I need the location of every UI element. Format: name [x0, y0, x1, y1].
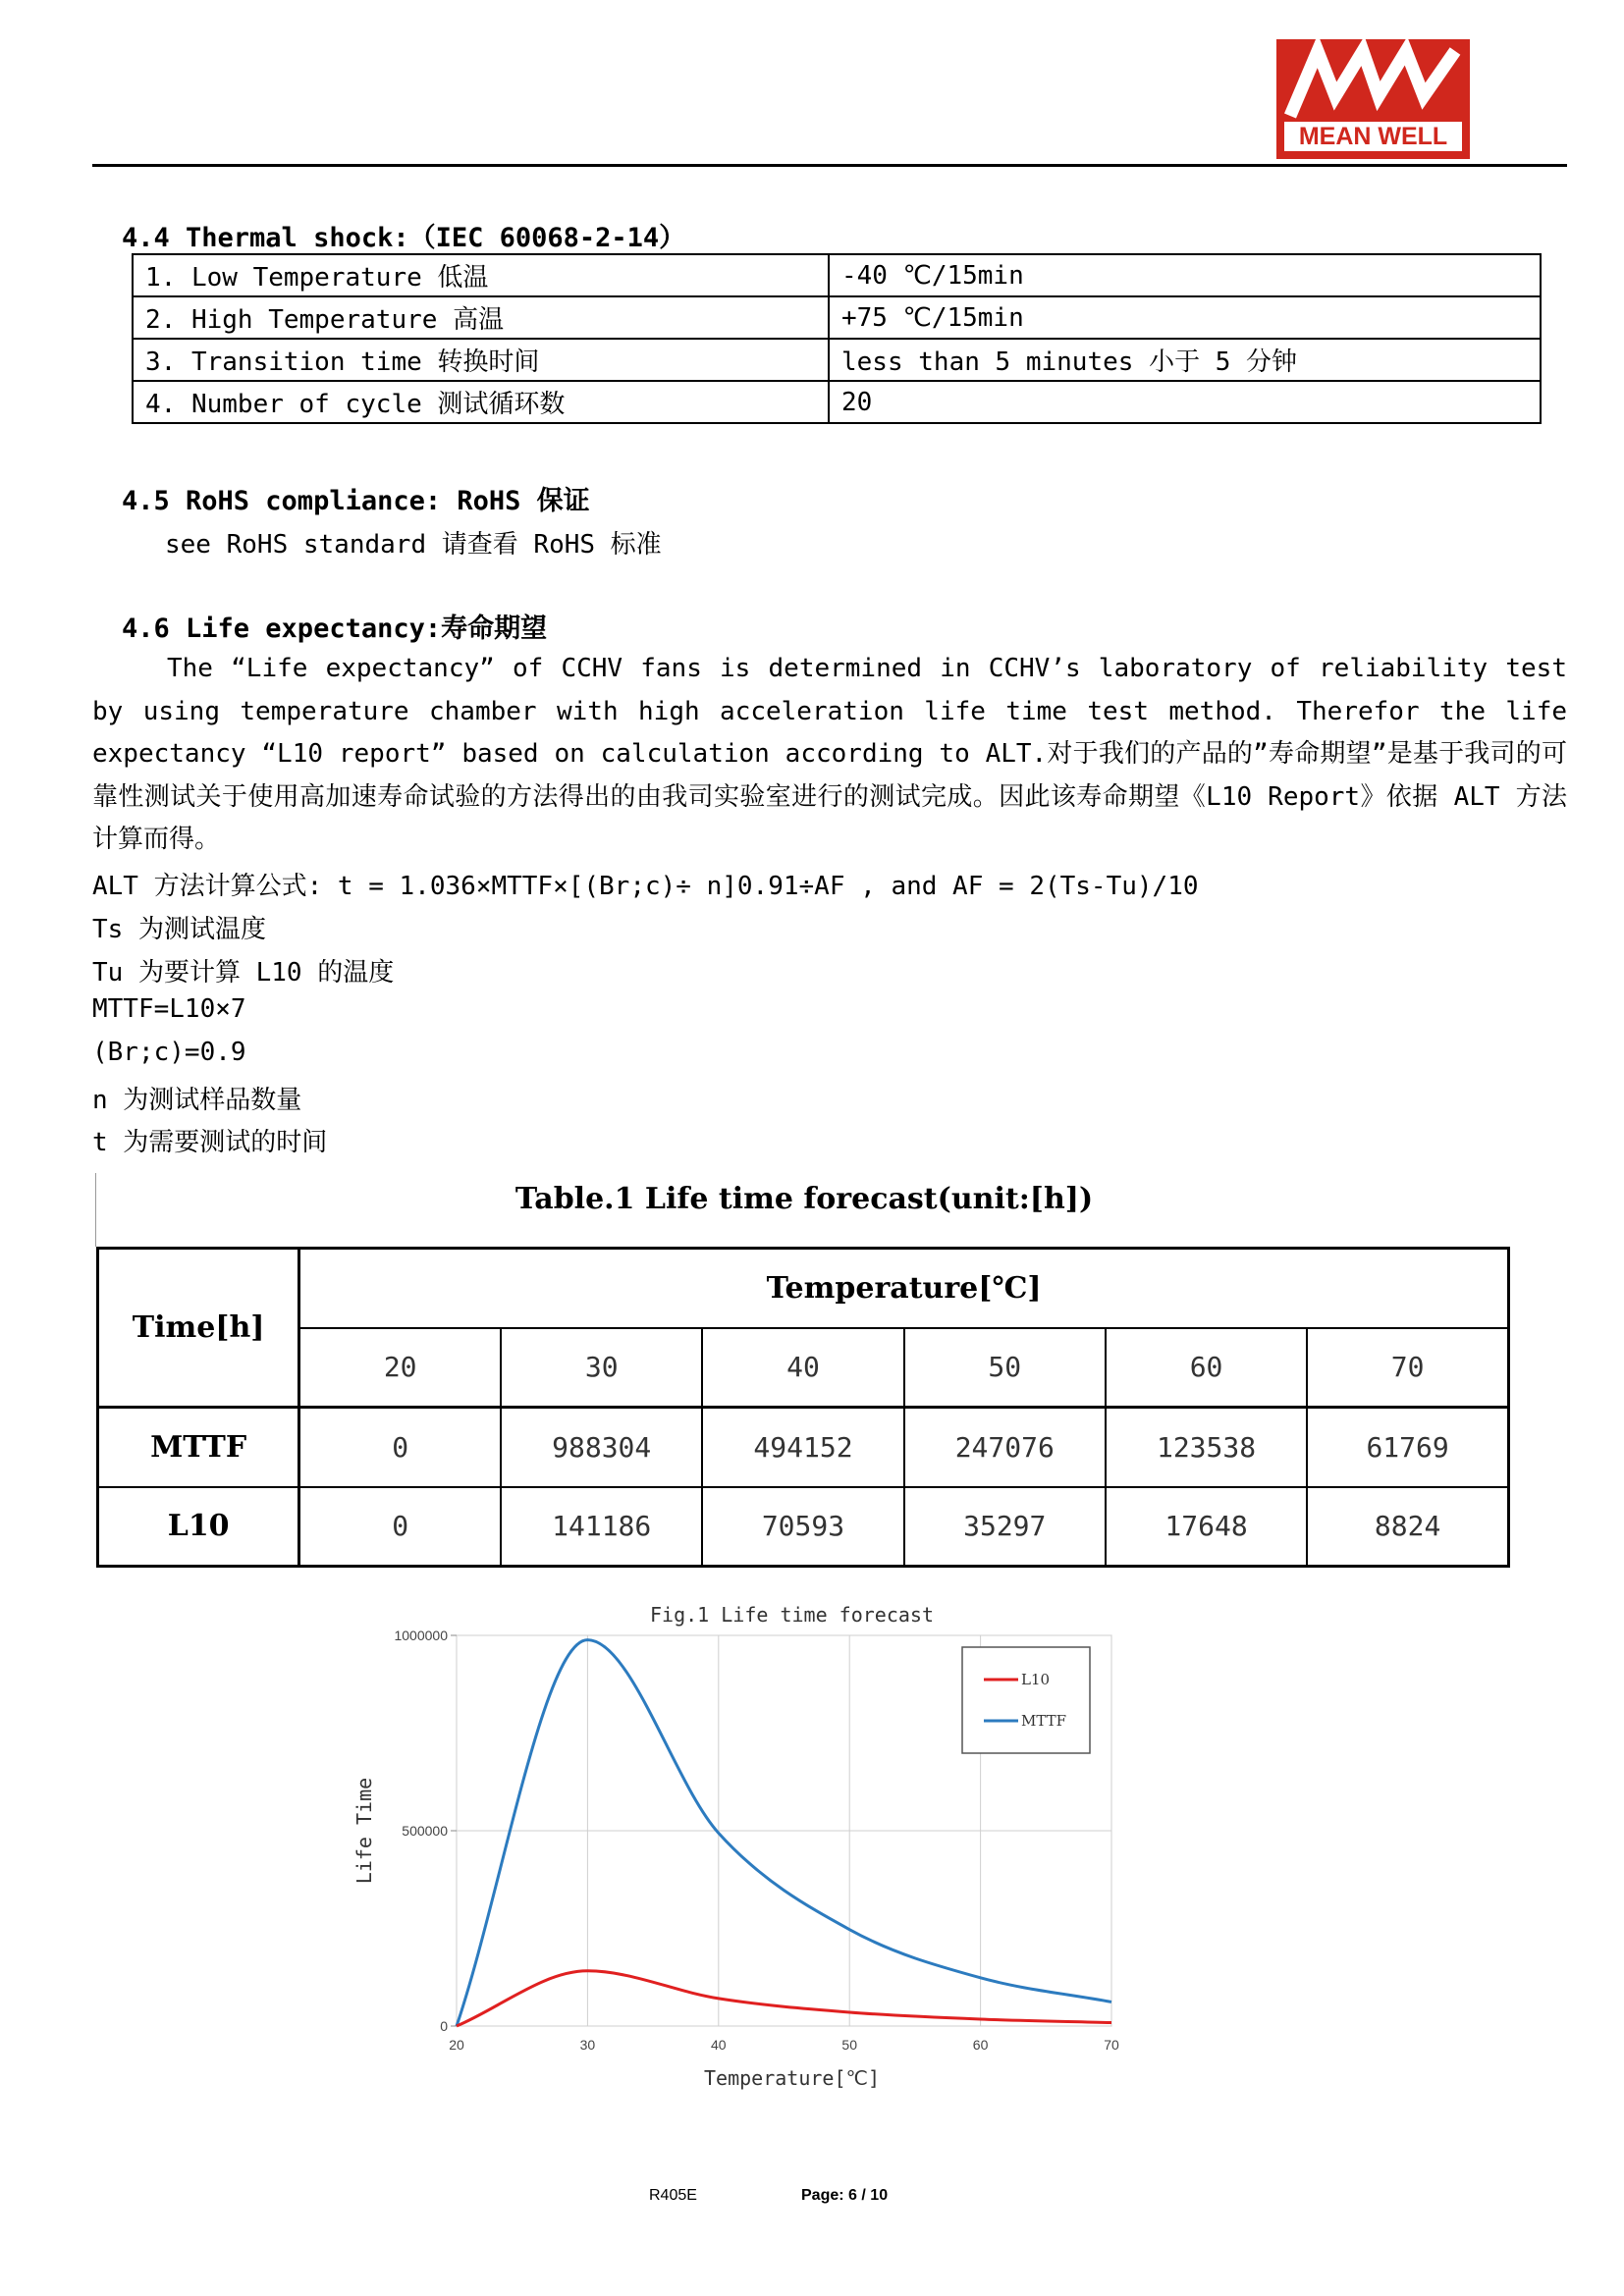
table-cell: 988304	[501, 1408, 702, 1487]
x-tick-label: 20	[449, 2037, 464, 2053]
y-tick-label: 1000000	[394, 1628, 448, 1643]
chart-title: Fig.1 Life time forecast	[650, 1603, 934, 1627]
table-cell: 17648	[1106, 1487, 1307, 1567]
table-header-row	[98, 1249, 1509, 1328]
table-cell: 35297	[904, 1487, 1106, 1567]
y-tick-label: 0	[440, 2018, 448, 2034]
table-caption: Table.1 Life time forecast(unit:[h])	[514, 1182, 1094, 1216]
table-cell: 8824	[1307, 1487, 1508, 1567]
spec-value: less than 5 minutes 小于 5 分钟	[829, 339, 1541, 381]
temperature-cell: 40	[702, 1328, 903, 1408]
temperature-row	[98, 1328, 1509, 1408]
legend-label: L10	[1021, 1671, 1051, 1688]
y-axis-label: Life Time	[352, 1777, 376, 1885]
table-row	[133, 339, 1541, 381]
spec-label: 1. Low Temperature 低温	[133, 254, 829, 296]
mean-well-logo	[1276, 39, 1470, 159]
row-header-cell: Time[h]	[98, 1249, 299, 1408]
table-row	[133, 296, 1541, 339]
row-label-l10: L10	[98, 1487, 299, 1567]
table-cell: 70593	[702, 1487, 903, 1567]
temperature-cell: 70	[1307, 1328, 1508, 1408]
temperature-cell: 50	[904, 1328, 1106, 1408]
section-4-4-heading: 4.4 Thermal shock:（IEC 60068-2-14）	[122, 223, 686, 253]
page-total: 10	[870, 2187, 889, 2204]
alt-formula: ALT 方法计算公式: t = 1.036×MTTF×[(Br;c)÷ n]0.91÷AF , and AF = 2(Ts-Tu)/10	[92, 872, 1199, 901]
table-cell: 247076	[904, 1408, 1106, 1487]
spec-value: -40 ℃/15min	[829, 254, 1541, 296]
rohs-text: see RoHS standard 请查看 RoHS 标准	[165, 530, 662, 560]
section-4-5-heading: 4.5 RoHS compliance: RoHS 保证	[122, 486, 590, 516]
definition-line: Ts 为测试温度	[92, 915, 266, 944]
legend-label: MTTF	[1021, 1712, 1067, 1730]
y-tick-label: 500000	[402, 1823, 448, 1839]
spec-label: 4. Number of cycle 测试循环数	[133, 381, 829, 423]
table-cell: 0	[299, 1487, 501, 1567]
thermal-shock-table	[132, 253, 1542, 424]
row-label-mttf: MTTF	[98, 1408, 299, 1487]
document-code: R405E	[649, 2187, 697, 2204]
definition-line: MTTF=L10×7	[92, 994, 246, 1024]
x-tick-label: 60	[972, 2037, 989, 2053]
definition-line: n 为测试样品数量	[92, 1086, 302, 1115]
life-expectancy-paragraph	[92, 648, 1567, 862]
section-4-6-heading: 4.6 Life expectancy:寿命期望	[122, 614, 548, 644]
legend-box	[962, 1647, 1090, 1753]
temperature-cell: 30	[501, 1328, 702, 1408]
table-cell: 494152	[702, 1408, 903, 1487]
page-number	[801, 2187, 888, 2205]
table-row	[98, 1408, 1509, 1487]
table-row	[98, 1487, 1509, 1567]
life-forecast-table	[96, 1247, 1510, 1568]
definition-line: t 为需要测试的时间	[92, 1128, 328, 1157]
x-tick-label: 40	[711, 2037, 727, 2053]
x-tick-label: 50	[841, 2037, 857, 2053]
x-tick-label: 30	[579, 2037, 596, 2053]
table-cell: 61769	[1307, 1408, 1508, 1487]
temperature-cell: 60	[1106, 1328, 1307, 1408]
temperature-cell: 20	[299, 1328, 501, 1408]
page-label: Page:	[801, 2187, 844, 2204]
temperature-group-header: Temperature[℃]	[299, 1249, 1509, 1328]
life-time-chart	[334, 1588, 1139, 2099]
spec-label: 3. Transition time 转换时间	[133, 339, 829, 381]
page-current: 6	[848, 2187, 857, 2204]
spec-value: 20	[829, 381, 1541, 423]
table-cell: 141186	[501, 1487, 702, 1567]
table-cell: 123538	[1106, 1408, 1307, 1487]
table-row	[133, 381, 1541, 423]
table-cell: 0	[299, 1408, 501, 1487]
paragraph-text: The “Life expectancy” of CCHV fans is determined in CCHV’s laboratory of reliability test by using temperature chamber with high acceleration life time test method. Therefor the life expectancy “L10 report” based on calculation according to ALT.对于我们的产品的”寿命期望”是基于我司的可靠性测试关于使用高加速寿命试验的方法得出的由我司实验室进行的测试完成。因此该寿命期望《L10 Report》依据 ALT 方法计算而得。	[92, 654, 1567, 854]
definition-line: (Br;c)=0.9	[92, 1038, 246, 1067]
header-divider	[92, 164, 1567, 167]
spec-label: 2. High Temperature 高温	[133, 296, 829, 339]
logo-text: MEAN WELL	[1284, 122, 1462, 151]
table-row	[133, 254, 1541, 296]
x-tick-label: 70	[1104, 2037, 1119, 2053]
page-separator: /	[861, 2187, 866, 2204]
mw-logo-mark-icon	[1276, 39, 1470, 128]
definition-line: Tu 为要计算 L10 的温度	[92, 958, 395, 988]
spec-value: +75 ℃/15min	[829, 296, 1541, 339]
x-axis-label: Temperature[℃]	[704, 2066, 880, 2090]
